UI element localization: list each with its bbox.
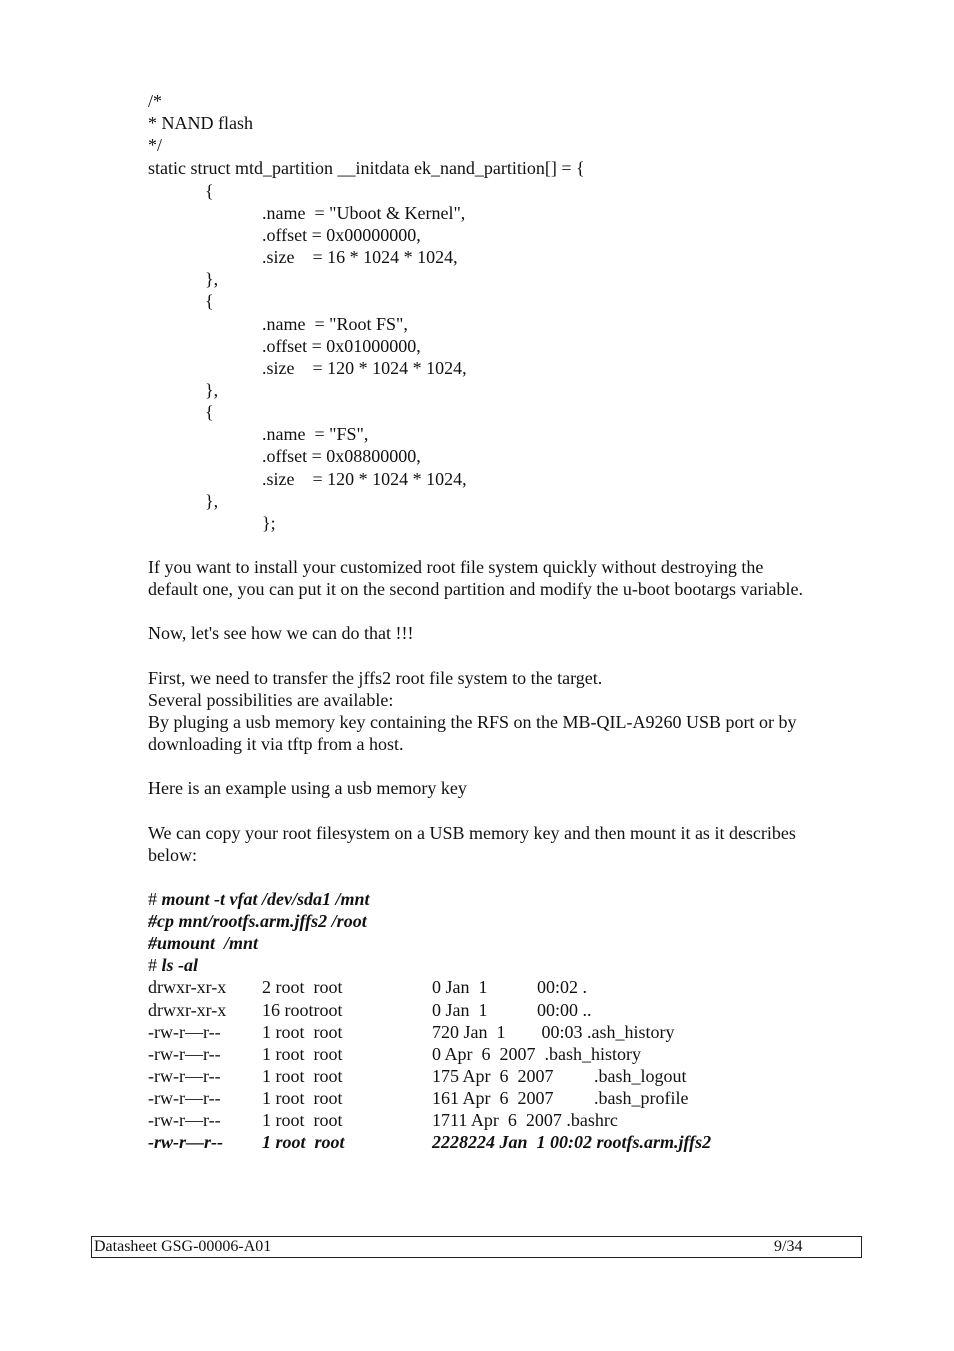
- command-line: [148, 954, 198, 976]
- listing-perm: -rw-r—r--: [148, 1066, 221, 1086]
- paragraph-line: Now, let's see how we can do that !!!: [148, 623, 414, 643]
- code-line: */: [148, 135, 163, 155]
- paragraph-line: Several possibilities are available:: [148, 690, 394, 710]
- code-line: },: [205, 491, 219, 511]
- code-line: };: [262, 513, 276, 533]
- code-line: /*: [148, 91, 163, 111]
- command-text: #cp mnt/rootfs.arm.jffs2 /root: [148, 911, 367, 931]
- command-text: mount -t vfat /dev/sda1 /mnt: [161, 889, 370, 909]
- code-line: .size = 16 * 1024 * 1024,: [262, 247, 458, 267]
- code-line: {: [205, 181, 214, 201]
- code-line: .name = "FS",: [262, 424, 369, 444]
- paragraph-line: If you want to install your customized root file system quickly without destroying the: [148, 557, 764, 577]
- code-line: .size = 120 * 1024 * 1024,: [262, 358, 467, 378]
- paragraph-line: below:: [148, 845, 197, 865]
- paragraph-line: First, we need to transfer the jffs2 root file system to the target.: [148, 668, 603, 688]
- code-line: .name = "Uboot & Kernel",: [262, 203, 466, 223]
- code-line: {: [205, 291, 214, 311]
- listing-owner: 1 root root: [262, 1132, 345, 1152]
- listing-details: 161 Apr 6 2007 .bash_profile: [432, 1088, 689, 1108]
- listing-perm: -rw-r—r--: [148, 1110, 221, 1130]
- listing-owner: 1 root root: [262, 1110, 343, 1130]
- code-line: * NAND flash: [148, 113, 253, 133]
- paragraph-line: Here is an example using a usb memory key: [148, 778, 467, 798]
- listing-owner: 1 root root: [262, 1088, 343, 1108]
- code-line: },: [205, 269, 219, 289]
- paragraph-line: downloading it via tftp from a host.: [148, 734, 404, 754]
- listing-details: 720 Jan 1 00:03 .ash_history: [432, 1022, 675, 1042]
- code-line: {: [205, 402, 214, 422]
- listing-owner: 1 root root: [262, 1066, 343, 1086]
- command-prefix: #: [148, 889, 162, 909]
- code-line: .offset = 0x08800000,: [262, 446, 421, 466]
- listing-details: 0 Jan 1 00:00 ..: [432, 1000, 592, 1020]
- listing-perm: -rw-r—r--: [148, 1022, 221, 1042]
- command-prefix: #: [148, 955, 162, 975]
- listing-owner: 2 root root: [262, 977, 343, 997]
- listing-details: 0 Jan 1 00:02 .: [432, 977, 587, 997]
- command-line: [148, 932, 258, 954]
- listing-perm: -rw-r—r--: [148, 1088, 221, 1108]
- listing-perm: -rw-r—r--: [148, 1044, 221, 1064]
- paragraph-line: default one, you can put it on the second partition and modify the u-boot bootargs variable.: [148, 579, 804, 599]
- listing-perm: drwxr-xr-x: [148, 1000, 227, 1020]
- listing-details: 2228224 Jan 1 00:02 rootfs.arm.jffs2: [432, 1132, 712, 1152]
- paragraph-line: By pluging a usb memory key containing the RFS on the MB-QIL-A9260 USB port or by: [148, 712, 797, 732]
- code-line: .size = 120 * 1024 * 1024,: [262, 469, 467, 489]
- footer-page-number: 9/34: [774, 1238, 803, 1255]
- command-line: [148, 888, 370, 910]
- paragraph-line: We can copy your root filesystem on a USB memory key and then mount it as it describes: [148, 823, 796, 843]
- listing-details: 0 Apr 6 2007 .bash_history: [432, 1044, 641, 1064]
- code-line: .offset = 0x00000000,: [262, 225, 421, 245]
- listing-owner: 1 root root: [262, 1044, 343, 1064]
- listing-details: 175 Apr 6 2007 .bash_logout: [432, 1066, 687, 1086]
- listing-owner: 16 rootroot: [262, 1000, 343, 1020]
- listing-owner: 1 root root: [262, 1022, 343, 1042]
- command-text: #umount /mnt: [148, 933, 259, 953]
- code-line: .offset = 0x01000000,: [262, 336, 421, 356]
- page-footer: [91, 1236, 862, 1258]
- code-line: },: [205, 380, 219, 400]
- command-line: [148, 910, 367, 932]
- listing-perm: drwxr-xr-x: [148, 977, 227, 997]
- listing-perm: -rw-r—r--: [148, 1132, 223, 1152]
- listing-details: 1711 Apr 6 2007 .bashrc: [432, 1110, 618, 1130]
- footer-doc-id: Datasheet GSG-00006-A01: [94, 1238, 272, 1255]
- code-line: static struct mtd_partition __initdata ek_nand_partition[] = {: [148, 158, 585, 178]
- code-line: .name = "Root FS",: [262, 314, 408, 334]
- command-text: ls -al: [161, 955, 199, 975]
